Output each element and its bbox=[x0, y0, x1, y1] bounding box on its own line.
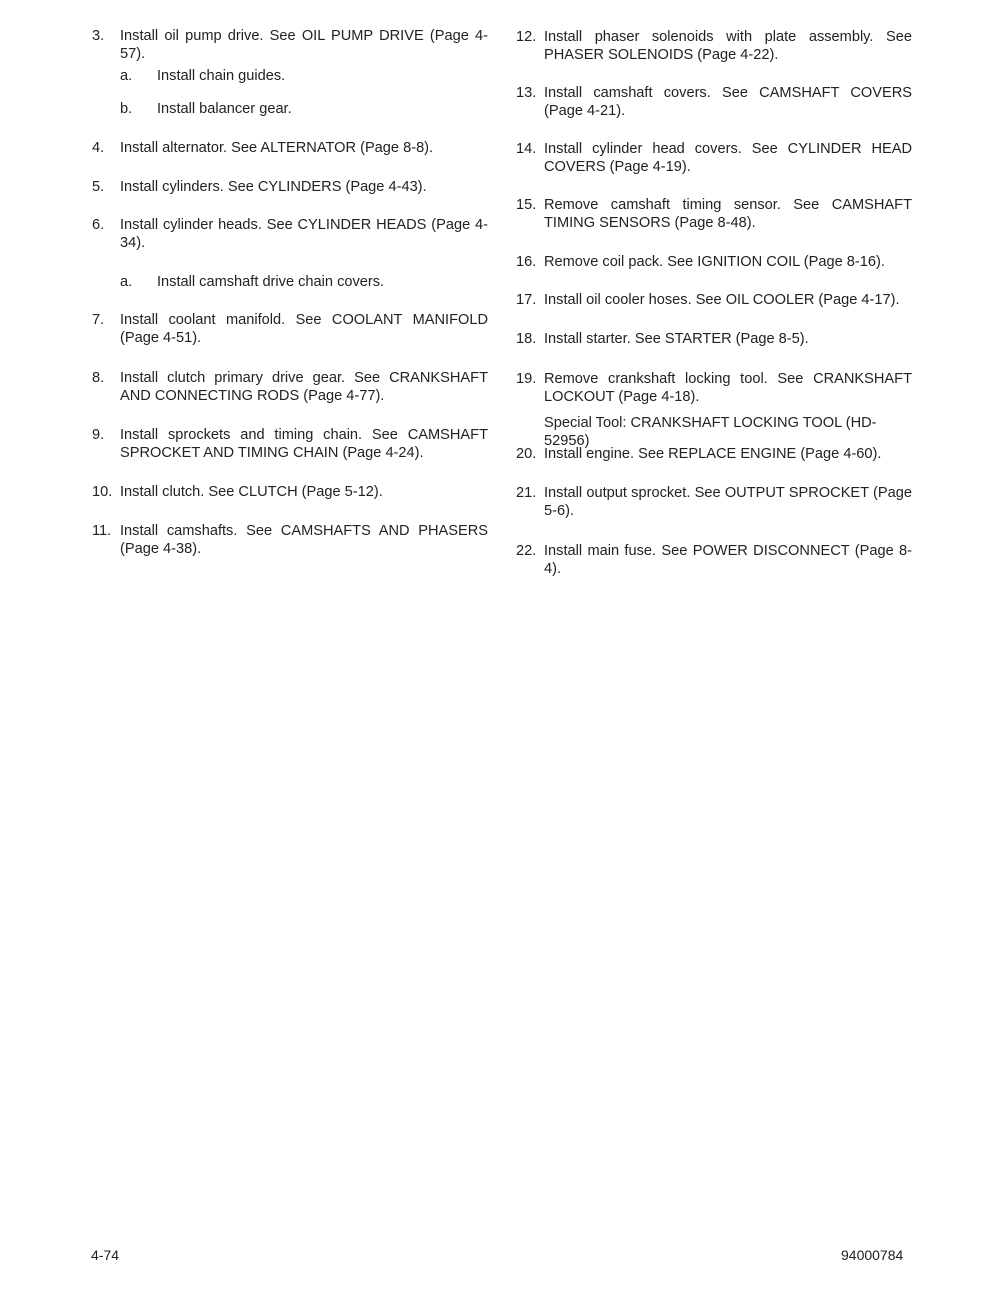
step-text: Install camshaft covers. See CAMSHAFT COVERS (Page 4-21). bbox=[544, 85, 912, 119]
step-text: Install sprockets and timing chain. See CAMSHAFT SPROCKET AND TIMING CHAIN (Page 4-24). bbox=[120, 427, 488, 461]
step-text: Install cylinders. See CYLINDERS (Page 4-43). bbox=[120, 179, 427, 195]
step-number: 20. bbox=[516, 446, 537, 462]
step-22 bbox=[516, 542, 912, 578]
step-text: Install starter. See STARTER (Page 8-5). bbox=[544, 331, 809, 347]
step-15 bbox=[516, 196, 912, 232]
step-12 bbox=[516, 28, 912, 64]
step-5 bbox=[92, 178, 488, 196]
step-number: 17. bbox=[516, 292, 537, 308]
step-text: Install coolant manifold. See COOLANT MANIFOLD (Page 4-51). bbox=[120, 312, 488, 346]
step-number: 4. bbox=[92, 140, 105, 156]
step-text: Install camshafts. See CAMSHAFTS AND PHASERS (Page 4-38). bbox=[120, 523, 488, 557]
step-text: Install clutch. See CLUTCH (Page 5-12). bbox=[120, 484, 383, 500]
step-text: Install cylinder head covers. See CYLINDER HEAD COVERS (Page 4-19). bbox=[544, 141, 912, 175]
substep-letter: a. bbox=[120, 68, 133, 84]
step-13 bbox=[516, 84, 912, 120]
step-number: 16. bbox=[516, 254, 537, 270]
substep-text: Install chain guides. bbox=[157, 68, 286, 84]
step-text: Install main fuse. See POWER DISCONNECT (Page 8-4). bbox=[544, 543, 912, 577]
step-11 bbox=[92, 522, 488, 558]
step-3 bbox=[92, 27, 488, 63]
step-number: 12. bbox=[516, 29, 537, 45]
step-number: 21. bbox=[516, 485, 537, 501]
step-17 bbox=[516, 291, 912, 309]
page-number: 4-74 bbox=[91, 1247, 120, 1263]
step-14 bbox=[516, 140, 912, 176]
document-number: 94000784 bbox=[841, 1247, 904, 1263]
step-number: 8. bbox=[92, 370, 105, 386]
step-text: Install cylinder heads. See CYLINDER HEADS (Page 4-34). bbox=[120, 217, 488, 251]
step-text: Install phaser solenoids with plate assembly. See PHASER SOLENOIDS (Page 4-22). bbox=[544, 29, 912, 63]
step-21 bbox=[516, 484, 912, 520]
step-text: Install engine. See REPLACE ENGINE (Page 4-60). bbox=[544, 446, 882, 462]
substep-3b bbox=[120, 100, 488, 118]
step-20 bbox=[516, 445, 912, 463]
substep-letter: a. bbox=[120, 274, 133, 290]
step-text: Install output sprocket. See OUTPUT SPROCKET (Page 5-6). bbox=[544, 485, 912, 519]
step-7 bbox=[92, 311, 488, 347]
special-tool-note: Special Tool: CRANKSHAFT LOCKING TOOL (HD-52956) bbox=[544, 415, 877, 449]
step-number: 14. bbox=[516, 141, 537, 157]
step-number: 5. bbox=[92, 179, 105, 195]
step-text: Install clutch primary drive gear. See CRANKSHAFT AND CONNECTING RODS (Page 4-77). bbox=[120, 370, 488, 404]
step-8 bbox=[92, 369, 488, 405]
step-number: 15. bbox=[516, 197, 537, 213]
step-18 bbox=[516, 330, 912, 348]
step-number: 3. bbox=[92, 28, 105, 44]
substep-3a bbox=[120, 67, 488, 85]
step-number: 9. bbox=[92, 427, 105, 443]
substep-6a bbox=[120, 273, 488, 291]
step-text: Remove camshaft timing sensor. See CAMSHAFT TIMING SENSORS (Page 8-48). bbox=[544, 197, 912, 231]
step-16 bbox=[516, 253, 912, 271]
step-number: 22. bbox=[516, 543, 537, 559]
step-number: 18. bbox=[516, 331, 537, 347]
step-19 bbox=[516, 370, 912, 406]
step-number: 13. bbox=[516, 85, 537, 101]
step-text: Remove coil pack. See IGNITION COIL (Page 8-16). bbox=[544, 254, 885, 270]
step-number: 7. bbox=[92, 312, 105, 328]
step-9 bbox=[92, 426, 488, 462]
substep-text: Install balancer gear. bbox=[157, 101, 292, 117]
step-6 bbox=[92, 216, 488, 252]
step-text: Remove crankshaft locking tool. See CRANKSHAFT LOCKOUT (Page 4-18). bbox=[544, 371, 912, 405]
step-number: 6. bbox=[92, 217, 105, 233]
step-number: 19. bbox=[516, 371, 537, 387]
step-text: Install oil pump drive. See OIL PUMP DRIVE (Page 4-57). bbox=[120, 28, 488, 62]
step-number: 11. bbox=[92, 523, 112, 539]
step-4 bbox=[92, 139, 488, 157]
substep-letter: b. bbox=[120, 101, 133, 117]
step-10 bbox=[92, 483, 488, 501]
step-number: 10. bbox=[92, 484, 113, 500]
step-text: Install alternator. See ALTERNATOR (Page 8-8). bbox=[120, 140, 434, 156]
substep-text: Install camshaft drive chain covers. bbox=[157, 274, 385, 290]
step-text: Install oil cooler hoses. See OIL COOLER (Page 4-17). bbox=[544, 292, 900, 308]
